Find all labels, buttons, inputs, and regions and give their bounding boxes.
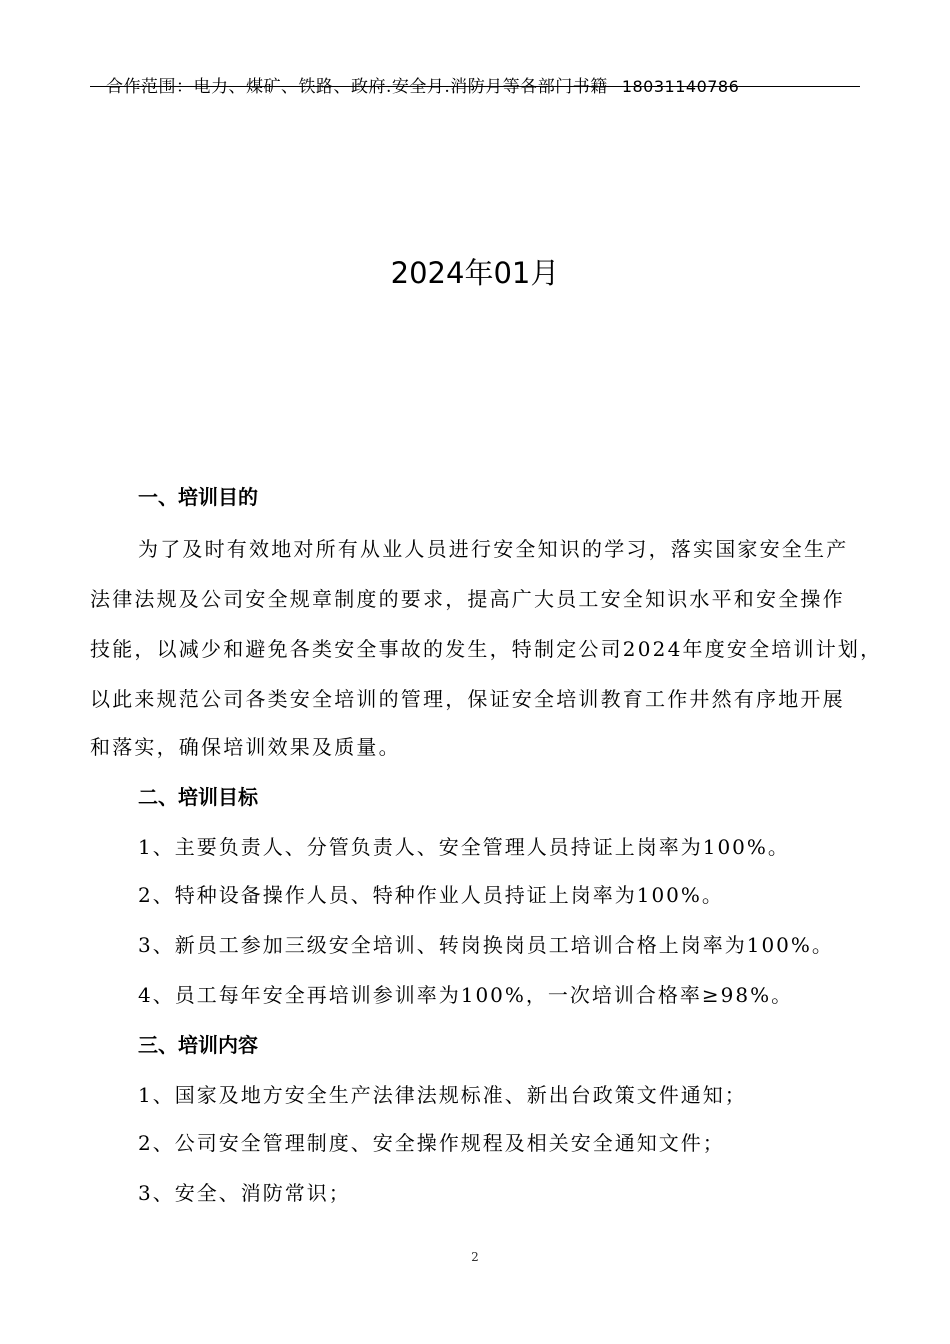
list-item: 3、安全、消防常识； [138, 1181, 351, 1205]
list-item: 1、主要负责人、分管负责人、安全管理人员持证上岗率为100%。 [138, 835, 790, 859]
paragraph-line: 和落实，确保培训效果及质量。 [90, 735, 401, 759]
list-item: 2、特种设备操作人员、特种作业人员持证上岗率为100%。 [138, 883, 724, 907]
section-heading-content: 三、培训内容 [138, 1033, 258, 1057]
page-number: 2 [471, 1250, 479, 1264]
date-title: 2024年01月 [390, 256, 560, 290]
header-scope-text: 合作范围：电力、煤矿、铁路、政府.安全月.消防月等各部门书籍 [106, 77, 608, 97]
header-text [106, 76, 739, 98]
paragraph-line: 为了及时有效地对所有从业人员进行安全知识的学习，落实国家安全生产 [138, 537, 849, 561]
page-header [90, 74, 860, 102]
section-heading-purpose: 一、培训目的 [138, 485, 258, 509]
list-item: 4、员工每年安全再培训参训率为100%，一次培训合格率≥98%。 [138, 983, 794, 1007]
paragraph-line: 以此来规范公司各类安全培训的管理，保证安全培训教育工作井然有序地开展 [90, 687, 845, 711]
section-heading-goals: 二、培训目标 [138, 785, 258, 809]
header-phone: 18031140786 [621, 77, 740, 96]
list-item: 3、新员工参加三级安全培训、转岗换岗员工培训合格上岗率为100%。 [138, 933, 834, 957]
list-item: 2、公司安全管理制度、安全操作规程及相关安全通知文件； [138, 1131, 725, 1155]
list-item: 1、国家及地方安全生产法律法规标准、新出台政策文件通知； [138, 1083, 747, 1107]
paragraph-line: 法律法规及公司安全规章制度的要求，提高广大员工安全知识水平和安全操作 [90, 587, 845, 611]
paragraph-line: 技能，以减少和避免各类安全事故的发生，特制定公司2024年度安全培训计划， [90, 637, 883, 661]
